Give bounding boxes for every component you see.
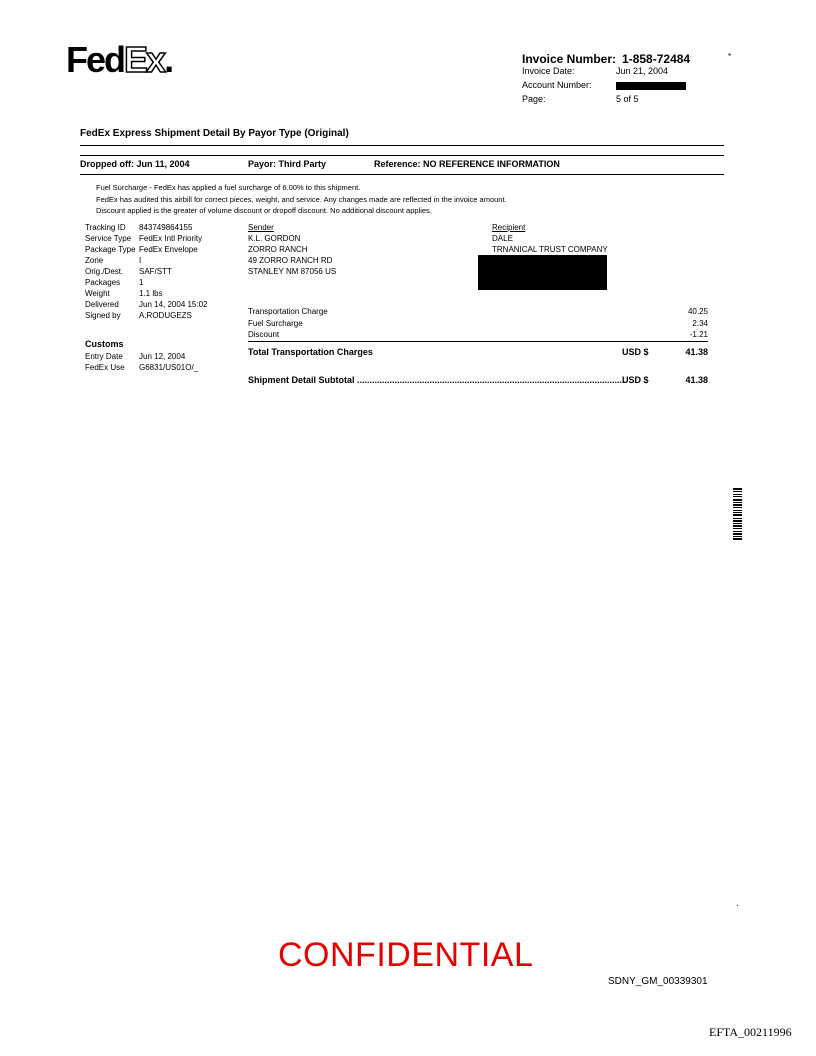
- charge-label: Discount: [248, 330, 280, 339]
- barcode-bar: [733, 518, 742, 519]
- invoice-date-row: [522, 66, 668, 77]
- subtotal-currency: USD $: [622, 375, 649, 385]
- total-amount: 41.38: [685, 347, 708, 357]
- corner-marker: *: [728, 52, 732, 61]
- charge-row: [248, 318, 708, 330]
- charges-divider: [248, 341, 708, 342]
- info-label: Service Type: [85, 234, 132, 243]
- page-row: [522, 94, 639, 105]
- fedex-logo: [66, 40, 172, 80]
- invoice-number-heading: [522, 52, 690, 66]
- efta-number: EFTA_00211996: [709, 1025, 792, 1039]
- info-row: [85, 266, 208, 277]
- customs-row: [85, 351, 198, 362]
- sender-line: 49 ZORRO RANCH RD: [248, 256, 333, 265]
- payor: Payor: Third Party: [248, 159, 327, 169]
- info-label: Packages: [85, 278, 121, 287]
- confidential-stamp: CONFIDENTIAL: [278, 936, 534, 974]
- info-row: [85, 299, 208, 310]
- barcode-bar: [733, 499, 742, 501]
- info-value: A.RODUGEZS: [139, 311, 192, 320]
- barcode-bar: [733, 531, 742, 532]
- subtotal-row: [248, 375, 708, 387]
- recipient-line: TRNANICAL TRUST COMPANY: [492, 245, 608, 254]
- barcode-bar: [733, 536, 742, 537]
- charge-row: [248, 329, 708, 341]
- section-title: FedEx Express Shipment Detail By Payor Type (Original): [80, 128, 349, 139]
- account-number-row: [522, 80, 686, 91]
- barcode-bar: [733, 488, 742, 490]
- reference: Reference: NO REFERENCE INFORMATION: [374, 159, 560, 169]
- info-value: 1: [139, 278, 144, 287]
- customs-row: [85, 362, 198, 373]
- recipient-heading: Recipient: [492, 223, 526, 232]
- barcode-bar: [733, 520, 742, 522]
- logo-fed: Fed: [66, 39, 125, 80]
- divider-dropbar-bottom: [80, 174, 724, 175]
- bates-number: SDNY_GM_00339301: [608, 976, 708, 987]
- info-row: [85, 288, 208, 299]
- page-label: Page:: [522, 94, 546, 104]
- barcode-bar: [733, 507, 742, 508]
- invoice-number-label: Invoice Number:: [522, 52, 617, 66]
- barcode-bar: [733, 538, 742, 540]
- charge-amount: -1.21: [689, 330, 708, 339]
- page-value: 5 of 5: [616, 94, 639, 104]
- footer-dot: .: [736, 898, 739, 909]
- info-value: FedEx Intl Priority: [139, 234, 203, 243]
- info-value: SAF/STT: [139, 267, 172, 276]
- recipient-address-redaction: [478, 255, 607, 290]
- barcode-bar: [733, 523, 742, 524]
- note-line: Fuel Surcharge - FedEx has applied a fuel surcharge of 6.00% to this shipment.: [96, 183, 361, 192]
- sender-block: [248, 222, 336, 277]
- barcode-bar: [733, 525, 742, 527]
- info-label: Package Type: [85, 245, 136, 254]
- total-currency: USD $: [622, 347, 649, 357]
- barcode-bar: [733, 512, 742, 513]
- customs-value: Jun 12, 2004: [139, 352, 186, 361]
- account-number-redaction: [616, 82, 686, 90]
- charge-label: Transportation Charge: [248, 307, 328, 316]
- total-row: [248, 347, 708, 359]
- barcode-bar: [733, 491, 742, 492]
- invoice-date-label: Invoice Date:: [522, 66, 575, 76]
- customs-value: G6831/US01O/_: [139, 363, 199, 372]
- account-number-label: Account Number:: [522, 80, 592, 90]
- customs-label: Entry Date: [85, 352, 123, 361]
- customs-info: [85, 351, 198, 373]
- info-value: Jun 14, 2004 15:02: [139, 300, 208, 309]
- barcode-bar: [733, 528, 742, 529]
- barcode-bar: [733, 504, 742, 506]
- barcode-bar: [733, 502, 742, 503]
- shipment-notes: [96, 182, 507, 217]
- sender-line: STANLEY NM 87056 US: [248, 267, 337, 276]
- barcode-bar: [733, 494, 742, 495]
- info-value: FedEx Envelope: [139, 245, 198, 254]
- barcode-bar: [733, 510, 742, 511]
- info-label: Delivered: [85, 300, 119, 309]
- info-value: I: [139, 256, 142, 265]
- info-row: [85, 277, 208, 288]
- recipient-line: DALE: [492, 234, 513, 243]
- charge-row: [248, 306, 708, 318]
- info-value: 843749864155: [139, 223, 193, 232]
- info-label: Tracking ID: [85, 223, 126, 232]
- divider-top: [80, 145, 724, 146]
- charges-list: [248, 306, 708, 341]
- info-row: [85, 255, 208, 266]
- info-row: [85, 310, 208, 321]
- customs-heading: Customs: [85, 339, 124, 349]
- logo-ex: Ex: [124, 39, 165, 80]
- logo-dot: .: [164, 39, 173, 80]
- sender-line: K.L. GORDON: [248, 234, 301, 243]
- sender-heading: Sender: [248, 223, 274, 232]
- info-row: [85, 233, 208, 244]
- barcode-bar: [733, 496, 742, 497]
- invoice-number-value: 1-858-72484: [622, 52, 691, 66]
- sender-line: ZORRO RANCH: [248, 245, 308, 254]
- barcode-bar: [733, 533, 742, 535]
- info-value: 1.1 lbs: [139, 289, 163, 298]
- shipment-info: [85, 222, 208, 321]
- subtotal-amount: 41.38: [685, 375, 708, 385]
- divider-dropbar-top: [80, 155, 724, 156]
- charge-label: Fuel Surcharge: [248, 318, 303, 328]
- barcode: [733, 488, 742, 580]
- charge-amount: 40.25: [687, 307, 708, 316]
- charge-amount: 2.34: [692, 318, 708, 328]
- total-label: Total Transportation Charges: [248, 347, 373, 357]
- invoice-date-value: Jun 21, 2004: [616, 66, 669, 76]
- customs-label: FedEx Use: [85, 363, 125, 372]
- info-row: [85, 244, 208, 255]
- info-label: Orig./Dest.: [85, 267, 124, 276]
- note-line: FedEx has audited this airbill for correct pieces, weight, and service. Any changes made are reflected in the invoice amount.: [96, 194, 507, 204]
- subtotal-label: Shipment Detail Subtotal ...........................................................................................................: [248, 375, 625, 385]
- dropped-off: Dropped off: Jun 11, 2004: [80, 159, 190, 169]
- recipient-block: [492, 222, 608, 255]
- info-label: Weight: [85, 289, 110, 298]
- barcode-bar: [733, 514, 742, 516]
- info-row: [85, 222, 208, 233]
- note-line: Discount applied is the greater of volume discount or dropoff discount. No additional discount applies.: [96, 206, 432, 215]
- info-label: Signed by: [85, 311, 121, 320]
- info-label: Zone: [85, 256, 104, 265]
